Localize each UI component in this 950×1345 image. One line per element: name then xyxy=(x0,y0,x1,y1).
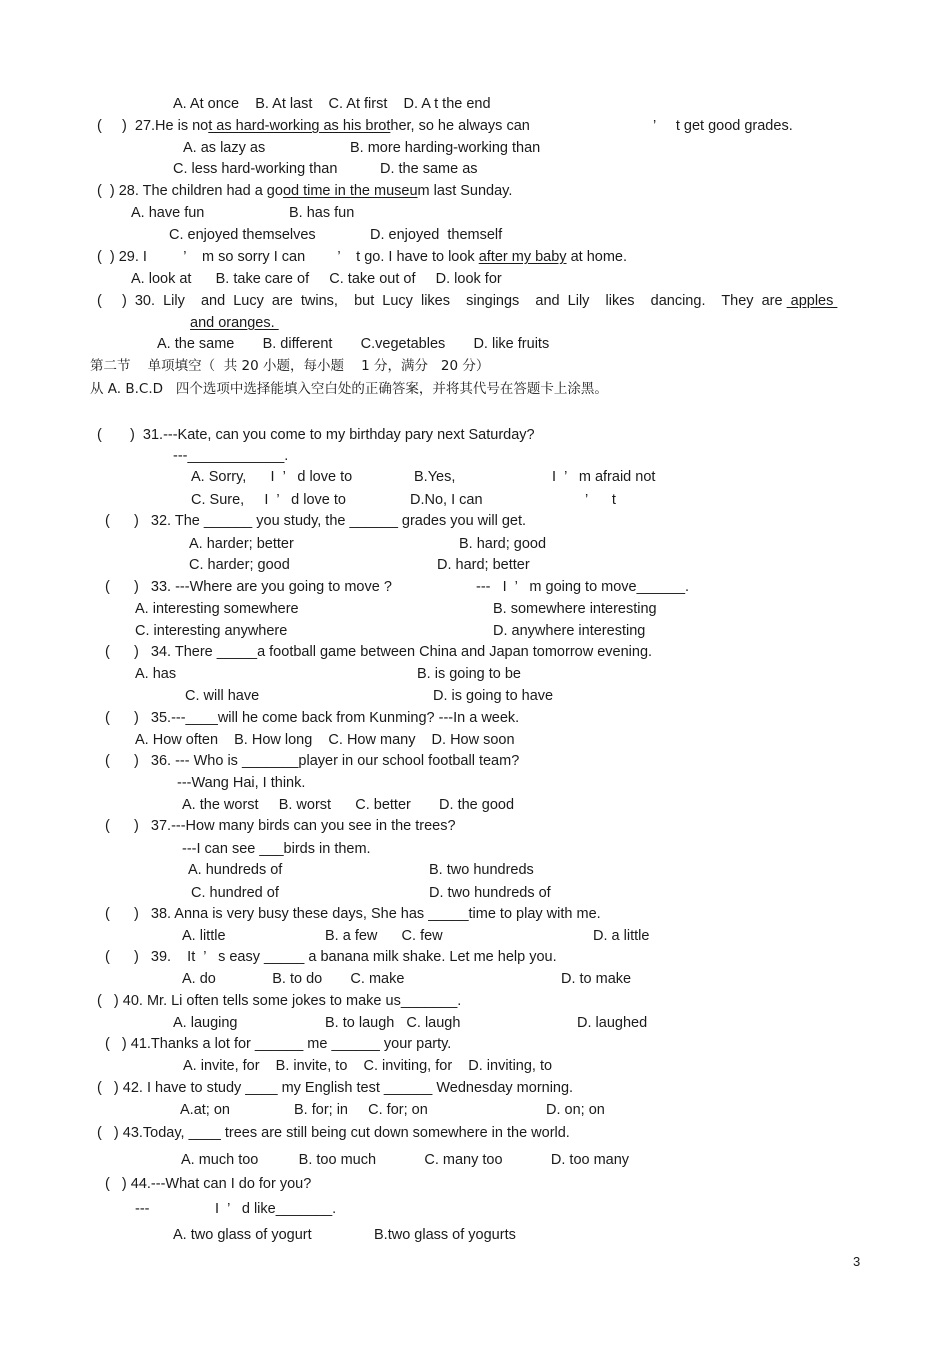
q30-underlined-2: and oranges. xyxy=(190,315,279,331)
q27-text-post: her, so he always can xyxy=(390,118,530,134)
q32-option-c: C. harder; good xyxy=(189,557,290,573)
q42-option-d: D. on; on xyxy=(546,1102,605,1118)
q37-stem: ( ) 37.---How many birds can you see in the trees? xyxy=(105,818,456,834)
q44-reply-dash: --- xyxy=(135,1201,150,1217)
answer-paren: ( ) xyxy=(97,118,127,134)
q29-text-pre: ( ) 29. I ’ m so sorry I can ’ t go. I have to look xyxy=(97,249,479,265)
section-instruction: 从 A. B.C.D 四个选项中选择能填入空白处的正确答案，并将其代号在答题卡上涂黑。 xyxy=(90,381,608,397)
q28-text-post: m last Sunday. xyxy=(417,183,513,199)
q28-text-pre: ( ) 28. The children had a go xyxy=(97,183,283,199)
q28-option-a: A. have fun xyxy=(131,205,205,221)
q37-option-a: A. hundreds of xyxy=(188,862,283,878)
q40-stem: ( ) 40. Mr. Li often tells some jokes to make us_______. xyxy=(97,993,462,1009)
q44-reply: I ’ d like_______. xyxy=(215,1201,337,1217)
q39-options-abc: A. do B. to do C. make xyxy=(182,971,405,987)
q28-option-d: D. enjoyed themself xyxy=(370,227,503,243)
q27-stem xyxy=(97,117,530,135)
q32-option-b: B. hard; good xyxy=(459,536,547,552)
q40-options-bc: B. to laugh C. laugh xyxy=(325,1015,461,1031)
q34-option-c: C. will have xyxy=(185,688,260,704)
q30-stem xyxy=(97,292,837,310)
q33-option-b: B. somewhere interesting xyxy=(493,601,657,617)
q31-option-c: C. Sure, I ’ d love to xyxy=(191,492,346,508)
q29-options: A. look at B. take care of C. take out of D. look for xyxy=(131,271,502,287)
q31-option-b-cont: I ’ m afraid not xyxy=(552,469,656,485)
q37-option-b: B. two hundreds xyxy=(429,862,534,878)
q30-stem-cont xyxy=(190,314,279,332)
q31-option-d: D.No, I can xyxy=(410,492,483,508)
q33-reply: --- I ’ m going to move______. xyxy=(476,579,690,595)
q26-options: A. At once B. At last C. At first D. A t the end xyxy=(173,96,491,112)
q40-option-a: A. lauging xyxy=(173,1015,238,1031)
q29-text-post: at home. xyxy=(566,249,627,265)
section-title: 第二节 单项填空（ 共 20 小题，每小题 1 分，满分 20 分） xyxy=(90,358,490,374)
q30-underlined-1: apples xyxy=(786,293,838,309)
q41-options: A. invite, for B. invite, to C. inviting, for D. inviting, to xyxy=(183,1058,553,1074)
q32-option-a: A. harder; better xyxy=(189,536,294,552)
q42-stem: ( ) 42. I have to study ____ my English test ______ Wednesday morning. xyxy=(97,1080,574,1096)
q41-stem: ( ) 41.Thanks a lot for ______ me ______ your party. xyxy=(105,1036,452,1052)
q28-option-b: B. has fun xyxy=(289,205,355,221)
q30-options: A. the same B. different C.vegetables D. like fruits xyxy=(157,336,550,352)
q37-option-c: C. hundred of xyxy=(191,885,279,901)
q33-stem: ( ) 33. ---Where are you going to move ? xyxy=(105,579,392,595)
q31-option-b: B.Yes, xyxy=(414,469,456,485)
q27-option-a: A. as lazy as xyxy=(183,140,266,156)
q35-stem: ( ) 35.---____will he come back from Kunming? ---In a week. xyxy=(105,710,520,726)
q27-option-b: B. more harding-working than xyxy=(350,140,541,156)
q43-stem: ( ) 43.Today, ____ trees are still being cut down somewhere in the world. xyxy=(97,1125,570,1141)
q27-stem-tail: ’ t get good grades. xyxy=(653,118,793,134)
q36-stem: ( ) 36. --- Who is _______player in our school football team? xyxy=(105,753,520,769)
q38-stem: ( ) 38. Anna is very busy these days, She has _____time to play with me. xyxy=(105,906,601,922)
q36-options: A. the worst B. worst C. better D. the good xyxy=(182,797,515,813)
q42-option-a: A.at; on xyxy=(180,1102,230,1118)
q32-stem: ( ) 32. The ______ you study, the ______ grades you will get. xyxy=(105,513,527,529)
q34-option-b: B. is going to be xyxy=(417,666,521,682)
q40-option-d: D. laughed xyxy=(577,1015,648,1031)
q33-option-a: A. interesting somewhere xyxy=(135,601,299,617)
q27-option-c: C. less hard-working than xyxy=(173,161,338,177)
q44-stem: ( ) 44.---What can I do for you? xyxy=(105,1176,312,1192)
q28-stem xyxy=(97,182,512,200)
q27-option-d: D. the same as xyxy=(380,161,478,177)
q38-option-bc: B. a few C. few xyxy=(325,928,443,944)
q31-option-d-cont: ’ t xyxy=(585,492,616,508)
q33-option-c: C. interesting anywhere xyxy=(135,623,288,639)
q31-stem: ( ) 31.---Kate, can you come to my birthday pary next Saturday? xyxy=(97,427,535,443)
q32-option-d: D. hard; better xyxy=(437,557,530,573)
q35-options: A. How often B. How long C. How many D. How soon xyxy=(135,732,515,748)
q44-option-a: A. two glass of yogurt xyxy=(173,1227,312,1243)
q37-option-d: D. two hundreds of xyxy=(429,885,551,901)
page-number: 3 xyxy=(853,1254,861,1269)
q31-option-a: A. Sorry, I ’ d love to xyxy=(191,469,353,485)
q27-underlined: t as hard-working as his brot xyxy=(208,118,391,134)
q36-reply: ---Wang Hai, I think. xyxy=(177,775,306,791)
q42-options-bc: B. for; in C. for; on xyxy=(294,1102,428,1118)
q30-text-pre: ( ) 30. Lily and Lucy are twins, but Lucy likes singings and Lily likes dancing. They are xyxy=(97,293,787,309)
q38-option-a: A. little xyxy=(182,928,226,944)
q29-stem xyxy=(97,248,627,266)
q34-stem: ( ) 34. There _____a football game between China and Japan tomorrow evening. xyxy=(105,644,653,660)
q27-text-pre: 27.He is no xyxy=(134,118,209,134)
q28-underlined: od time in the museu xyxy=(282,183,418,199)
q28-option-c: C. enjoyed themselves xyxy=(169,227,316,243)
q38-option-d: D. a little xyxy=(593,928,650,944)
q31-answer-line: ---____________. xyxy=(173,448,289,464)
q34-option-a: A. has xyxy=(135,666,177,682)
q39-stem: ( ) 39. It ’ s easy _____ a banana milk shake. Let me help you. xyxy=(105,949,557,965)
q37-reply: ---I can see ___birds in them. xyxy=(182,841,371,857)
q33-option-d: D. anywhere interesting xyxy=(493,623,646,639)
q29-underlined: after my baby xyxy=(478,249,567,265)
q43-options: A. much too B. too much C. many too D. too many xyxy=(181,1152,630,1168)
q34-option-d: D. is going to have xyxy=(433,688,554,704)
q39-option-d: D. to make xyxy=(561,971,632,987)
q44-option-b: B.two glass of yogurts xyxy=(374,1227,516,1243)
